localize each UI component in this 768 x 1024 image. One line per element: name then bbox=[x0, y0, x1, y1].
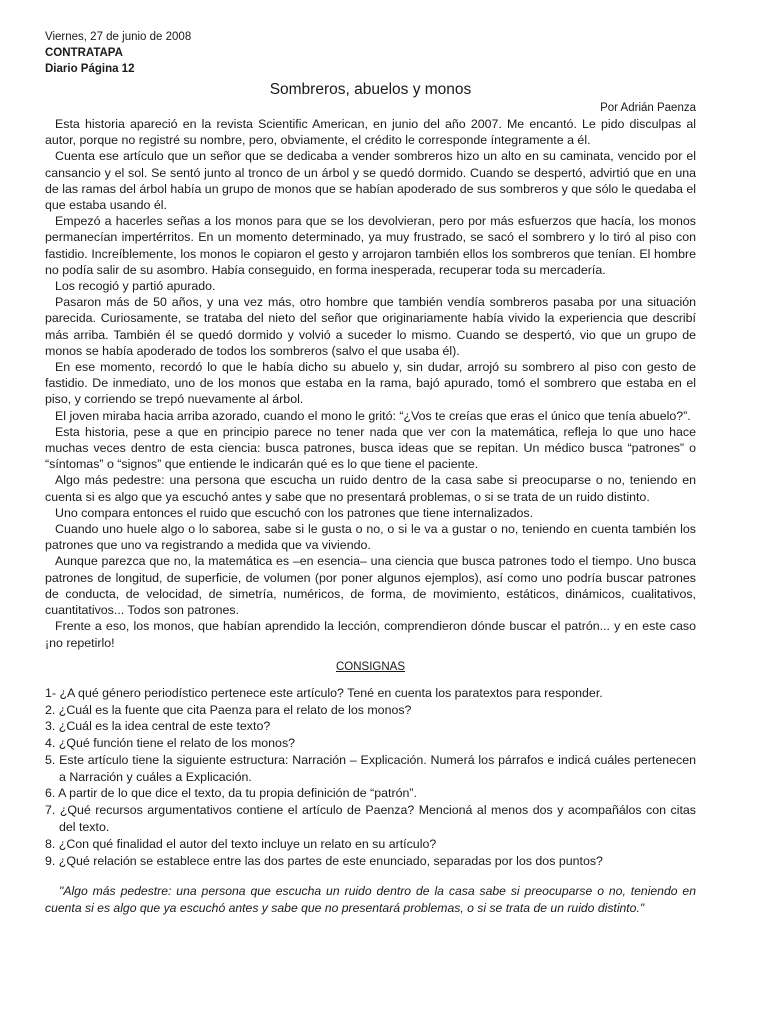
article-byline: Por Adrián Paenza bbox=[600, 102, 696, 114]
publication-date: Viernes, 27 de junio de 2008 bbox=[45, 31, 192, 43]
document-page bbox=[45, 29, 696, 917]
consigna-item: 9. ¿Qué relación se establece entre las dos partes de este enunciado, separadas por los dos puntos? bbox=[45, 853, 603, 868]
newspaper-name: Diario Página 12 bbox=[45, 63, 135, 75]
document-header bbox=[45, 29, 696, 77]
article-paragraph: Los recogió y partió apurado. bbox=[55, 279, 216, 294]
article-title: Sombreros, abuelos y monos bbox=[269, 81, 472, 98]
consignas-heading: CONSIGNAS bbox=[335, 660, 405, 673]
article-paragraph: Cuando uno huele algo o lo saborea, sabe si le gusta o no, o si le va a gustar o no, teniendo en cuenta también los patrones que uno va registrando a medida que va viviendo. bbox=[45, 522, 696, 553]
article-paragraph: Esta historia apareció en la revista Scientific American, en junio del año 2007. Me encantó. Le pido disculpas al autor, porque no registré su nombre, pero, obviamente, el crédito le corresponde íntegramente a él. bbox=[45, 117, 696, 148]
article-paragraph: Algo más pedestre: una persona que escucha un ruido dentro de la casa sabe si preocuparse o no, teniendo en cuenta si es algo que ya escuchó antes y sabe que no presentará problemas, o si se trata de un ruido distinto. bbox=[45, 473, 696, 504]
section-name: CONTRATAPA bbox=[45, 47, 123, 59]
consigna-item: 2. ¿Cuál es la fuente que cita Paenza para el relato de los monos? bbox=[45, 702, 412, 717]
article-paragraph: Aunque parezca que no, la matemática es –en esencia– una ciencia que busca patrones todo el tiempo. Uno busca patrones de longitud, de superficie, de volumen (por poner algunos ejemplos), así como uno podría buscar patrones de conducta, de velocidad, de simetría, numéricos, de forma, de movimiento, estáticos, dinámicos, cualitativos, cuantitativos... Todos son patrones. bbox=[45, 554, 696, 618]
article-paragraph: El joven miraba hacia arriba azorado, cuando el mono le gritó: “¿Vos te creías que eras el único que tenía abuelo?”. bbox=[55, 408, 691, 423]
article-body bbox=[45, 116, 696, 651]
consigna-item: 1- ¿A qué género periodístico pertenece este artículo? Tené en cuenta los paratextos para responder. bbox=[45, 685, 603, 700]
article-paragraph: En ese momento, recordó lo que le había dicho su abuelo y, sin dudar, arrojó su sombrero al piso con gesto de fastidio. De inmediato, uno de los monos que estaba en la rama, bajó apurado, tomó el sombrero que estaba en el piso, y corriendo se trepó nuevamente al árbol. bbox=[45, 360, 696, 407]
article-paragraph: Cuenta ese artículo que un señor que se dedicaba a vender sombreros hizo un alto en su caminata, vencido por el cansancio y el sol. Se sentó junto al tronco de un árbol y se quedó dormido. Cuando se despertó, advirtió que en una de las ramas del árbol había un grupo de monos que se habían apoderado de sus sombreros y que sólo le quedaba el que estaba usando él. bbox=[45, 149, 696, 213]
quoted-excerpt: "Algo más pedestre: una persona que escucha un ruido dentro de la casa sabe si preocuparse o no, teniendo en cuenta si es algo que ya escuchó antes y sabe que no presentará problemas, o si se trata de un ruido distinto." bbox=[45, 884, 696, 916]
article-paragraph: Frente a eso, los monos, que habían aprendido la lección, comprendieron dónde buscar el patrón... y en este caso ¡no repetirlo! bbox=[45, 619, 696, 650]
consigna-item: 8. ¿Con qué finalidad el autor del texto incluye un relato en su artículo? bbox=[45, 836, 437, 851]
article-paragraph: Pasaron más de 50 años, y una vez más, otro hombre que también vendía sombreros pasaba por una situación parecida. Curiosamente, se trataba del nieto del señor que originariamente había vivido la experiencia que describí más arriba. También él se quedó dormido y volvió a suceder lo mismo. Cuando se despertó, vio que un grupo de monos se había apoderado de todos los sombreros (salvo el que usaba él). bbox=[45, 295, 696, 358]
article-paragraph: Uno compara entonces el ruido que escuchó con los patrones que tiene internalizados. bbox=[55, 505, 534, 520]
article-paragraph: Empezó a hacerles señas a los monos para que se los devolvieran, pero por más esfuerzos que hacía, los monos permanecían impertérritos. En un momento determinado, ya muy frustrado, se sacó el sombrero y lo tiró al piso con fastidio. Increíblemente, los monos le copiaron el gesto y arrojaron también ellos los sombreros que tenían. El hombre no podía salir de su asombro. Había conseguido, en forma inesperada, recuperar toda su mercadería. bbox=[45, 214, 696, 277]
consigna-item: 7. ¿Qué recursos argumentativos contiene el artículo de Paenza? Mencioná al menos dos y acompañálos con citas del texto. bbox=[45, 803, 696, 835]
consigna-item: 6. A partir de lo que dice el texto, da tu propia definición de “patrón”. bbox=[45, 786, 417, 801]
consigna-item: 5. Este artículo tiene la siguiente estructura: Narración – Explicación. Numerá los párrafos e indicá cuáles pertenecen a Narración y cuáles a Explicación. bbox=[45, 752, 696, 784]
article-paragraph: Esta historia, pese a que en principio parece no tener nada que ver con la matemática, refleja lo que uno hace muchas veces dentro de esta ciencia: busca patrones, busca ideas que se repitan. Un médico busca “patrones” o “síntomas” o “signos” que entiende le indicarán qué es lo que tiene el paciente. bbox=[45, 424, 696, 472]
consigna-item: 3. ¿Cuál es la idea central de este texto? bbox=[45, 719, 271, 734]
consignas-list bbox=[45, 685, 696, 870]
consigna-item: 4. ¿Qué función tiene el relato de los monos? bbox=[45, 736, 296, 751]
